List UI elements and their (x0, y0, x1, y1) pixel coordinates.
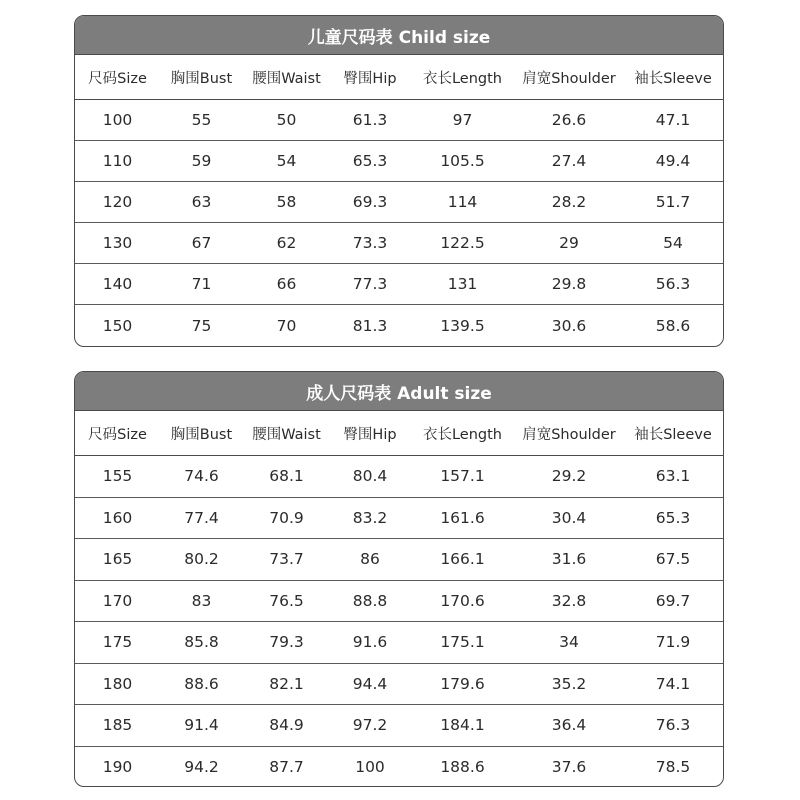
cell-size: 150 (102, 316, 133, 335)
cell-hip: 91.6 (352, 633, 388, 652)
table-row (75, 581, 723, 623)
cell-shoulder: 35.2 (551, 674, 587, 693)
table-row (75, 705, 723, 747)
cell-length: 114 (447, 193, 478, 211)
cell-bust: 94.2 (184, 758, 219, 777)
header-hip: 臀围Hip (343, 70, 397, 87)
cell-sleeve: 76.3 (655, 716, 691, 735)
adult-size-table (74, 371, 724, 787)
cell-length: 139.5 (440, 316, 485, 335)
table-row (75, 264, 723, 305)
cell-sleeve: 49.4 (655, 152, 691, 170)
table-row (75, 141, 723, 182)
cell-sleeve: 69.7 (655, 591, 691, 610)
cell-shoulder: 36.4 (551, 716, 587, 735)
table-row (75, 664, 723, 706)
cell-waist: 84.9 (269, 716, 304, 735)
header-size: 尺码Size (88, 70, 147, 87)
cell-size: 140 (102, 275, 133, 293)
cell-sleeve: 63.1 (655, 467, 691, 486)
cell-shoulder: 31.6 (551, 550, 587, 569)
cell-bust: 85.8 (184, 633, 219, 652)
cell-waist: 68.1 (269, 467, 304, 486)
cell-size: 100 (102, 111, 133, 129)
header-shoulder: 肩宽Shoulder (522, 426, 616, 443)
cell-length: 184.1 (440, 716, 485, 735)
cell-size: 120 (102, 193, 133, 211)
cell-length: 131 (447, 275, 478, 293)
cell-hip: 97.2 (352, 716, 388, 735)
cell-bust: 59 (191, 152, 212, 170)
cell-waist: 62 (276, 234, 297, 252)
cell-size: 155 (102, 467, 133, 486)
cell-hip: 73.3 (352, 234, 388, 252)
cell-hip: 86 (360, 550, 380, 569)
cell-bust: 71 (191, 275, 212, 293)
cell-sleeve: 58.6 (655, 316, 691, 335)
header-sleeve: 袖长Sleeve (634, 426, 712, 443)
cell-shoulder: 34 (559, 633, 579, 652)
cell-bust: 83 (191, 591, 212, 610)
child-size-table (74, 15, 724, 347)
cell-hip: 83.2 (352, 508, 388, 527)
cell-bust: 88.6 (184, 674, 219, 693)
cell-shoulder: 27.4 (551, 152, 587, 170)
cell-sleeve: 78.5 (655, 758, 691, 777)
cell-sleeve: 47.1 (655, 111, 691, 129)
cell-waist: 82.1 (269, 674, 304, 693)
cell-hip: 80.4 (352, 467, 388, 486)
cell-bust: 67 (191, 234, 212, 252)
cell-shoulder: 29.8 (551, 275, 587, 293)
header-sleeve: 袖长Sleeve (634, 70, 712, 87)
cell-length: 161.6 (440, 508, 485, 527)
cell-hip: 100 (355, 758, 385, 777)
cell-length: 188.6 (440, 758, 485, 777)
table-row (75, 305, 723, 346)
cell-waist: 50 (276, 111, 297, 129)
header-waist: 腰围Waist (252, 70, 321, 87)
cell-size: 160 (102, 508, 133, 527)
cell-length: 170.6 (440, 591, 485, 610)
child-table-title: 儿童尺码表 Child size (75, 16, 723, 55)
cell-hip: 77.3 (352, 275, 388, 293)
cell-size: 110 (102, 152, 133, 170)
cell-waist: 76.5 (269, 591, 304, 610)
cell-sleeve: 74.1 (655, 674, 691, 693)
cell-waist: 58 (276, 193, 297, 211)
header-bust: 胸围Bust (170, 70, 233, 87)
header-length: 衣长Length (422, 70, 502, 87)
header-waist: 腰围Waist (252, 426, 321, 443)
cell-size: 130 (102, 234, 133, 252)
cell-shoulder: 30.6 (551, 316, 587, 335)
cell-waist: 70.9 (269, 508, 304, 527)
header-hip: 臀围Hip (343, 426, 397, 443)
cell-length: 166.1 (440, 550, 485, 569)
cell-length: 122.5 (440, 234, 485, 252)
cell-size: 180 (102, 674, 133, 693)
cell-waist: 66 (276, 275, 297, 293)
cell-waist: 54 (276, 152, 297, 170)
cell-length: 105.5 (440, 152, 485, 170)
cell-waist: 79.3 (269, 633, 304, 652)
cell-sleeve: 71.9 (655, 633, 691, 652)
cell-length: 175.1 (440, 633, 485, 652)
cell-shoulder: 26.6 (551, 111, 587, 129)
cell-sleeve: 51.7 (655, 193, 691, 211)
cell-hip: 69.3 (352, 193, 388, 211)
header-length: 衣长Length (422, 426, 502, 443)
cell-shoulder: 29.2 (551, 467, 587, 486)
cell-bust: 80.2 (184, 550, 219, 569)
cell-bust: 55 (191, 111, 212, 129)
cell-hip: 61.3 (352, 111, 388, 129)
cell-sleeve: 54 (663, 234, 683, 252)
table-row (75, 539, 723, 581)
cell-waist: 73.7 (269, 550, 304, 569)
cell-shoulder: 29 (559, 234, 579, 252)
cell-size: 175 (102, 633, 133, 652)
table-row (75, 100, 723, 141)
cell-length: 179.6 (440, 674, 485, 693)
cell-length: 157.1 (440, 467, 485, 486)
cell-sleeve: 67.5 (655, 550, 691, 569)
cell-size: 185 (102, 716, 133, 735)
cell-bust: 91.4 (184, 716, 219, 735)
cell-sleeve: 65.3 (655, 508, 691, 527)
cell-shoulder: 37.6 (551, 758, 587, 777)
table-row (75, 182, 723, 223)
child-table-header-row (75, 55, 723, 100)
cell-bust: 77.4 (184, 508, 219, 527)
cell-length: 97 (452, 111, 473, 129)
cell-shoulder: 30.4 (551, 508, 587, 527)
table-row (75, 622, 723, 664)
cell-waist: 87.7 (269, 758, 304, 777)
cell-hip: 88.8 (352, 591, 388, 610)
table-row (75, 498, 723, 540)
cell-shoulder: 28.2 (551, 193, 587, 211)
header-bust: 胸围Bust (170, 426, 233, 443)
cell-bust: 75 (191, 316, 212, 335)
cell-hip: 65.3 (352, 152, 388, 170)
cell-size: 170 (102, 591, 133, 610)
table-row (75, 747, 723, 788)
header-size: 尺码Size (88, 426, 147, 443)
cell-hip: 81.3 (352, 316, 388, 335)
table-row (75, 223, 723, 264)
cell-size: 190 (102, 758, 133, 777)
cell-sleeve: 56.3 (655, 275, 691, 293)
cell-hip: 94.4 (352, 674, 388, 693)
cell-bust: 74.6 (184, 467, 219, 486)
adult-table-header-row (75, 411, 723, 456)
cell-shoulder: 32.8 (551, 591, 587, 610)
header-shoulder: 肩宽Shoulder (522, 70, 616, 87)
cell-size: 165 (102, 550, 133, 569)
table-row (75, 456, 723, 498)
cell-waist: 70 (276, 316, 297, 335)
cell-bust: 63 (191, 193, 212, 211)
adult-table-title: 成人尺码表 Adult size (75, 372, 723, 411)
